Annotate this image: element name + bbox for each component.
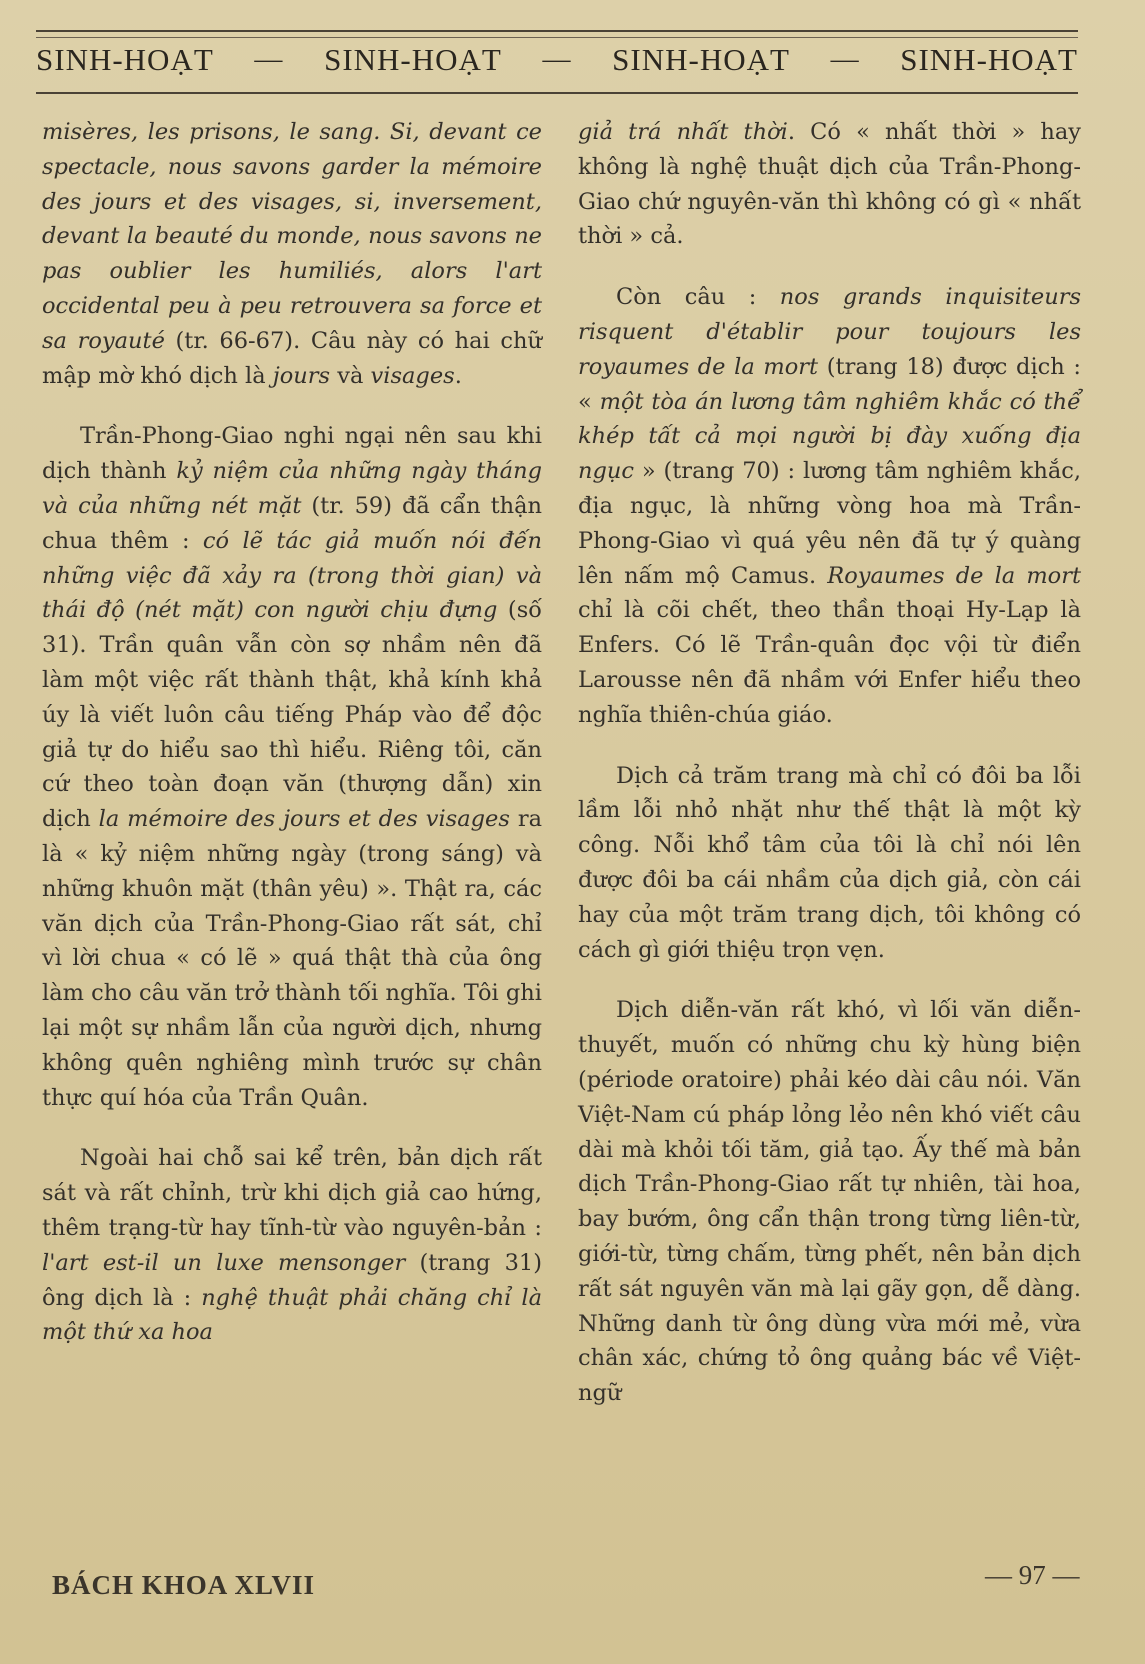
translated-phrase: nghệ thuật phải chăng chỉ là một thứ xa hoa xyxy=(42,1284,542,1346)
text-run: . Có « nhất thời » hay không là nghệ thuật dịch của Trần-Phong-Giao chứ nguyên-văn thì không có gì « nhất thời » cả. xyxy=(578,119,1081,250)
header-item-1: SINH-HOẠT xyxy=(36,42,214,77)
translated-phrase: kỷ niệm của những ngày tháng và của những nét mặt xyxy=(42,458,542,519)
french-quote: misères, les prisons, le sang. Si, devant ce spectacle, nous savons garder la mémoire des jours et des visages, si, inversement, devant la beauté du monde, nous savons ne pas oublier les humiliés, alors l'art occidental peu à peu retrouvera sa force et sa royauté xyxy=(42,119,542,354)
running-header xyxy=(36,30,1078,94)
translator-note: có lẽ tác giả muốn nói đến những việc đã xảy ra (trong thời gian) và thái độ (nét mặt) con người chịu đựng xyxy=(42,527,543,624)
right-paragraph-3: Dịch cả trăm trang mà chỉ có đôi ba lỗi lầm lỗi nhỏ nhặt như thế thật là một kỳ công. Nỗi khổ tâm của tôi là chỉ nói lên được đôi ba cái nhầm của dịch giả, còn cái hay của một trăm trang dịch, tôi không có cách gì giới thiệu trọn vẹn. xyxy=(578,762,1081,963)
french-word: visages xyxy=(370,362,455,389)
magazine-footer: BÁCH KHOA XLVII xyxy=(52,1570,316,1600)
text-run: Trần-Phong-Giao nghi ngại nên sau khi dịch thành xyxy=(42,423,542,485)
header-item-3: SINH-HOẠT xyxy=(612,42,790,77)
text-run: (tr. 66-67). Câu này có hai chữ mập mờ khó dịch là xyxy=(42,327,543,389)
header-separator-3: — xyxy=(830,44,860,75)
left-column xyxy=(42,115,542,1376)
text-run: và xyxy=(330,362,371,389)
header-item-4: SINH-HOẠT xyxy=(900,42,1078,77)
text-run: (trang 18) được dịch : « xyxy=(578,353,1081,415)
header-rule xyxy=(36,37,1078,38)
right-paragraph-2 xyxy=(578,280,1081,732)
french-quote: l'art est-il un luxe mensonger xyxy=(42,1249,406,1276)
right-paragraph-4: Dịch diễn-văn rất khó, vì lối văn diễn-thuyết, muốn có những chu kỳ hùng biện (période oratoire) phải kéo dài câu nói. Văn Việt-Nam cú pháp lỏng lẻo nên khó viết câu dài mà khỏi tối tăm, giả tạo. Ấy thế mà bản dịch Trần-Phong-Giao rất tự nhiên, tài hoa, bay bướm, ông cẩn thận trong từng liên-từ, giới-từ, từng chấm, từng phết, nên bản dịch rất sát nguyên văn mà lại gãy gọn, dễ dàng. Những danh từ ông dùng vừa mới mẻ, vừa chân xác, chứng tỏ ông quảng bác về Việt-ngữ xyxy=(578,997,1081,1407)
left-paragraph-2 xyxy=(42,419,542,1115)
text-run: Còn câu : xyxy=(616,284,780,311)
text-run: chỉ là cõi chết, theo thần thoại Hy-Lạp là Enfers. Có lẽ Trần-quân đọc vội từ điển Larousse nên đã nhầm với Enfer hiểu theo nghĩa thiên-chúa giáo. xyxy=(578,597,1081,728)
text-run: (trang 31) ông dịch là : xyxy=(42,1249,542,1311)
french-quote: nos grands inquisiteurs risquent d'établir pour toujours les royaumes de la mort xyxy=(578,284,1082,380)
french-phrase: Royaumes de la mort xyxy=(827,562,1082,589)
text-run: (tr. 59) đã cẩn thận chua thêm : xyxy=(42,492,543,554)
french-word: jours xyxy=(272,362,331,389)
text-run: (số 31). Trần quân vẫn còn sợ nhầm nên đã làm một việc rất thành thật, khả kính khả úy là viết luôn câu tiếng Pháp vào để độc giả tự do hiểu sao thì hiểu. Riêng tôi, căn cứ theo toàn đoạn văn (thượng dẫn) xin dịch xyxy=(42,597,543,833)
left-paragraph-1 xyxy=(42,115,542,393)
header-item-2: SINH-HOẠT xyxy=(324,42,502,77)
translated-phrase: một tòa án lương tâm nghiêm khắc có thể khép tất cả mọi người bị đày xuống địa ngục xyxy=(578,388,1081,485)
right-paragraph-1 xyxy=(578,115,1081,254)
french-quote: la mémoire des jours et des visages xyxy=(98,806,510,833)
left-paragraph-3 xyxy=(42,1141,542,1350)
text-run: ra là « kỷ niệm những ngày (trong sáng) và những khuôn mặt (thân yêu) ». Thật ra, các văn dịch của Trần-Phong-Giao rất sát, chỉ vì lời chua « có lẽ » quá thật thà của ông làm cho câu văn trở thành tối nghĩa. Tôi ghi lại một sự nhầm lẫn của người dịch, nhưng không quên nghiêng mình trước sự chân thực quí hóa của Trần Quân. xyxy=(42,806,542,1111)
text-run: » (trang 70) : lương tâm nghiêm khắc, địa ngục, là những vòng hoa mà Trần-Phong-Giao vì quá yêu nên đã tự ý quàng lên nấm mộ Camus. xyxy=(578,458,1081,589)
right-column xyxy=(578,115,1081,1437)
text-run: . xyxy=(454,362,462,389)
header-separator-1: — xyxy=(254,44,284,75)
translated-phrase: giả trá nhất thời xyxy=(578,119,788,145)
text-run: Ngoài hai chỗ sai kể trên, bản dịch rất sát và rất chỉnh, trừ khi dịch giả cao hứng, thêm trạng-từ hay tĩnh-từ vào nguyên-bản : xyxy=(42,1145,542,1241)
page-number: — 97 — xyxy=(985,1560,1080,1590)
header-separator-2: — xyxy=(542,44,572,75)
